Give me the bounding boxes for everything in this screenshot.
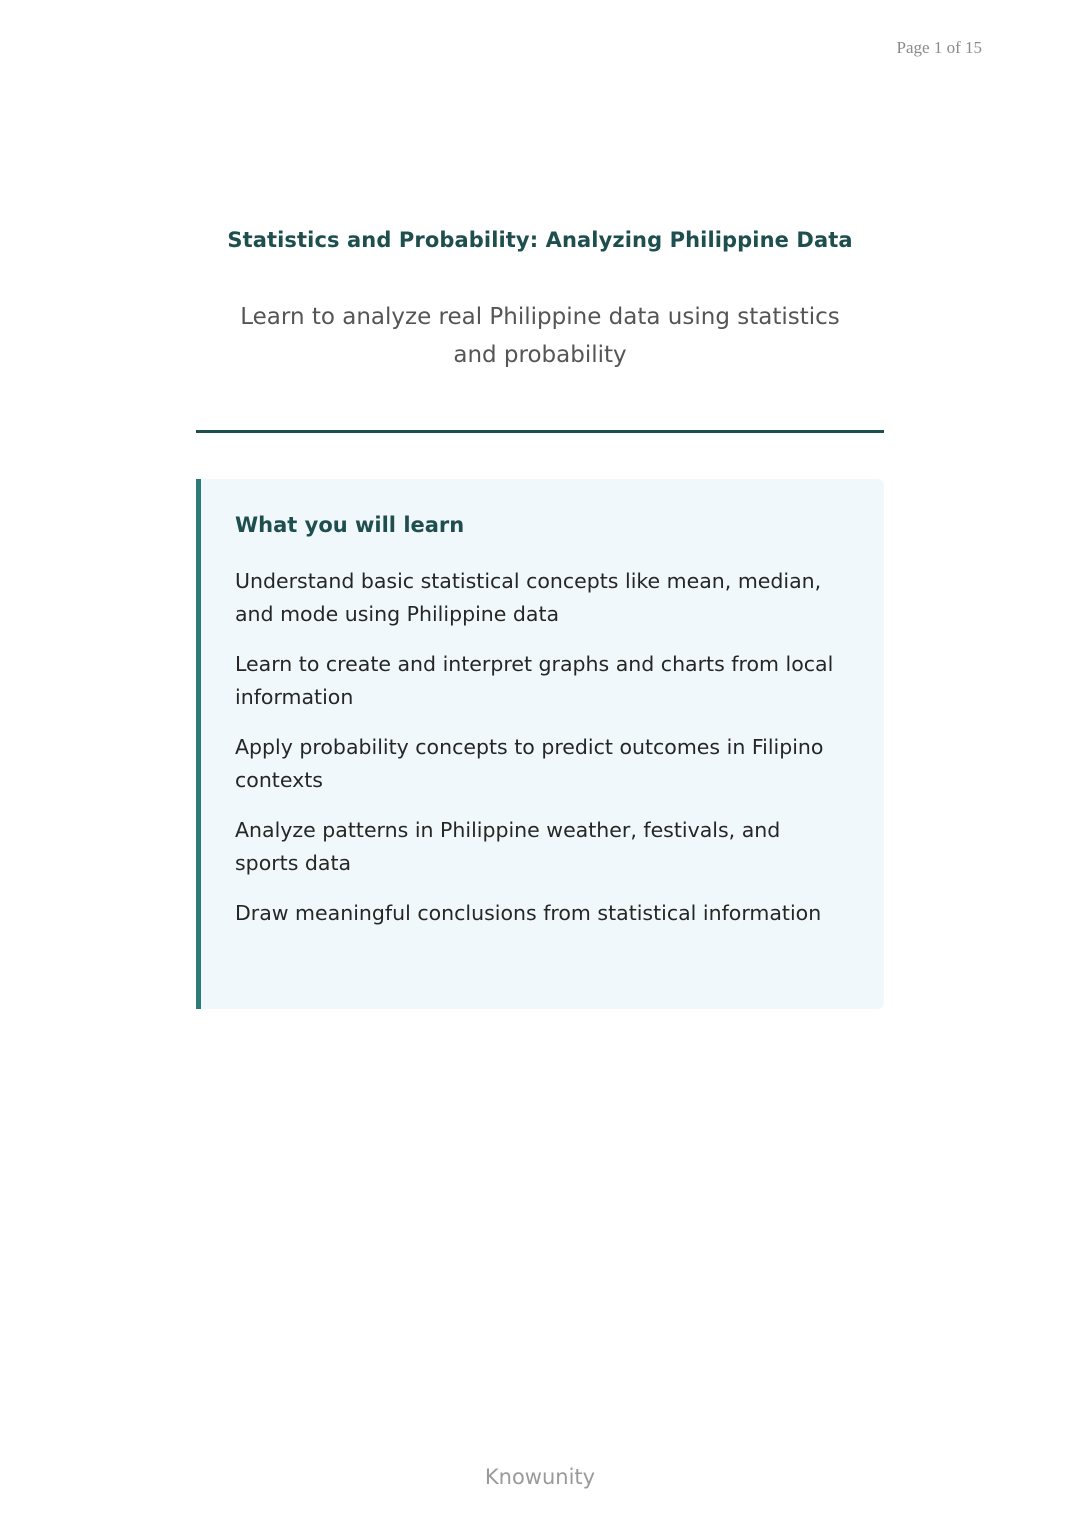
learning-objective-item: Apply probability concepts to predict outcomes in Filipino contexts [235, 735, 824, 792]
learning-objective-item: Understand basic statistical concepts like mean, median, and mode using Philippine data [235, 569, 822, 626]
learning-objective-item: Analyze patterns in Philippine weather, festivals, and sports data [235, 818, 781, 875]
learning-objectives-heading: What you will learn [235, 513, 465, 537]
page-subtitle: Learn to analyze real Philippine data using statistics and probability [240, 304, 840, 368]
learning-objectives-box [196, 479, 884, 1009]
learning-objective-item: Draw meaningful conclusions from statistical information [235, 901, 822, 925]
title-divider [196, 430, 884, 433]
page-title: Statistics and Probability: Analyzing Philippine Data [227, 228, 853, 252]
learning-objective-item: Learn to create and interpret graphs and charts from local information [235, 652, 834, 709]
footer-brand: Knowunity [484, 1465, 596, 1489]
page-number: Page 1 of 15 [896, 38, 982, 57]
learning-objectives-list [235, 565, 845, 947]
